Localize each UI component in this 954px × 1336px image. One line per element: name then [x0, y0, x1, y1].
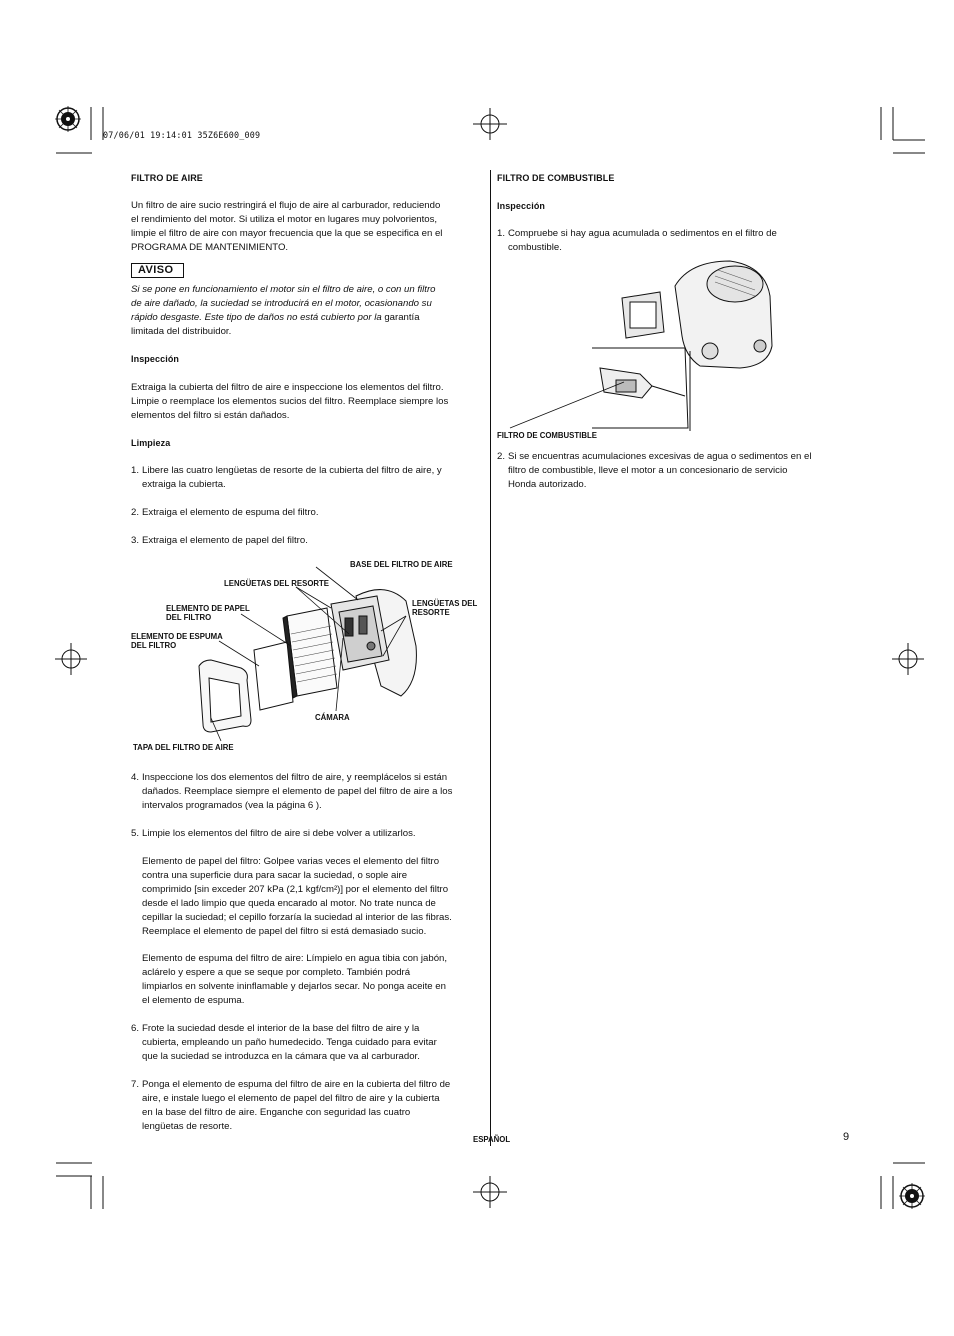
list-item: 1. Compruebe si hay agua acumulada o sedimentos en el filtro de combustible. [497, 228, 777, 253]
label-tabs-top: LENGÜETAS DEL RESORTE [224, 579, 329, 588]
print-stamp: 07/06/01 19:14:01 35Z6E600_009 [103, 130, 261, 140]
list-item: 2. Si se encuentras acumulaciones excesivas de agua o sedimentos en el filtro de combustible, lleve el motor a un concesionario de servicio Honda autorizado. [497, 451, 812, 490]
label-foam-element: ELEMENTO DE ESPUMA DEL FILTRO [131, 632, 223, 650]
notice-badge: AVISO [131, 263, 184, 278]
fuel-filter-diagram [590, 256, 790, 436]
foam-element-paragraph: Elemento de espuma del filtro de aire: Límpielo en agua tibia con jabón, aclárelo y espere a que se seque por completo. También podrá limpiarlos en solvente ininflamable y dejarlos secar. No ponga aceite en el elemento de espuma. [142, 953, 448, 1006]
label-paper-element: ELEMENTO DE PAPEL DEL FILTRO [166, 604, 250, 622]
list-item: 6. Frote la suciedad desde el interior de la base del filtro de aire y la cubierta, empleando un paño humedecido. Tenga cuidado para evitar que la suciedad se introduzca en la cámara que va al carburador. [131, 1023, 437, 1062]
section-title-air-filter: FILTRO DE AIRE [131, 173, 203, 183]
inspection-paragraph: Extraiga la cubierta del filtro de aire e inspeccione los elementos del filtro. Limpie o reemplace los elementos sucios del filtro. Reemplace siempre los elementos del filtro si están dañados. [131, 382, 449, 421]
list-item: 4. Inspeccione los dos elementos del filtro de aire, y reemplácelos si están dañados. Reemplace siempre el elemento de papel del filtro de aire a los intervalos programados (vea la página 6 ). [131, 772, 453, 811]
list-item: 3. Extraiga el elemento de papel del filtro. [131, 535, 308, 546]
list-item: 5. Limpie los elementos del filtro de aire si debe volver a utilizarlos. [131, 828, 416, 839]
list-item: 2. Extraiga el elemento de espuma del filtro. [131, 507, 319, 518]
list-item: 1. Libere las cuatro lengüetas de resorte de la cubierta del filtro de aire, y extraiga la cubierta. [131, 465, 442, 490]
label-fuel-filter: FILTRO DE COMBUSTIBLE [497, 431, 597, 440]
intro-paragraph: Un filtro de aire sucio restringirá el flujo de aire al carburador, reduciendo el rendimiento del motor. Si utiliza el motor en lugares muy polvorientos, limpie el filtro de aire con mayor frecuencia que la que se especifica en el PROGRAMA DE MANTENIMIENTO. [131, 200, 443, 253]
subsection-title-inspection-fuel: Inspección [497, 201, 546, 211]
label-chamber: CÁMARA [315, 713, 350, 722]
notice-paragraph: Si se pone en funcionamiento el motor sin el filtro de aire, o con un filtro de aire dañado, la suciedad se introducirá en el motor, ocasionando su rápido desgaste. Este tipo de daños no está cubierto por la garantía limitada del distribuidor. [131, 284, 436, 337]
section-title-fuel-filter: FILTRO DE COMBUSTIBLE [497, 173, 615, 183]
subsection-title-inspection: Inspección [131, 354, 180, 364]
label-tabs-right: LENGÜETAS DEL RESORTE [412, 599, 478, 617]
subsection-title-cleaning: Limpieza [131, 438, 171, 448]
list-item: 7. Ponga el elemento de espuma del filtro de aire en la cubierta del filtro de aire, e instale luego el elemento de papel del filtro de aire y la cubierta en la base del filtro de aire. Enganche con seguridad las cuatro lengüetas de resorte. [131, 1079, 451, 1132]
label-base: BASE DEL FILTRO DE AIRE [350, 560, 453, 569]
paper-element-paragraph: Elemento de papel del filtro: Golpee varias veces el elemento del filtro contra una superficie dura para sacar la suciedad, o sople aire comprimido [sin exceder 207 kPa (2,1 kgf/cm²)] por el elemento del filtro desde el lado limpio que queda encarado al motor. No trate nunca de cepillar la suciedad; el cepillo forzaría la suciedad al interior de las fibras. Reemplace el elemento de papel del filtro si está demasiado sucio. [142, 856, 452, 937]
page-number: 9 [843, 1131, 850, 1143]
label-cover: TAPA DEL FILTRO DE AIRE [133, 743, 234, 752]
footer-language: ESPAÑOL [473, 1135, 511, 1144]
